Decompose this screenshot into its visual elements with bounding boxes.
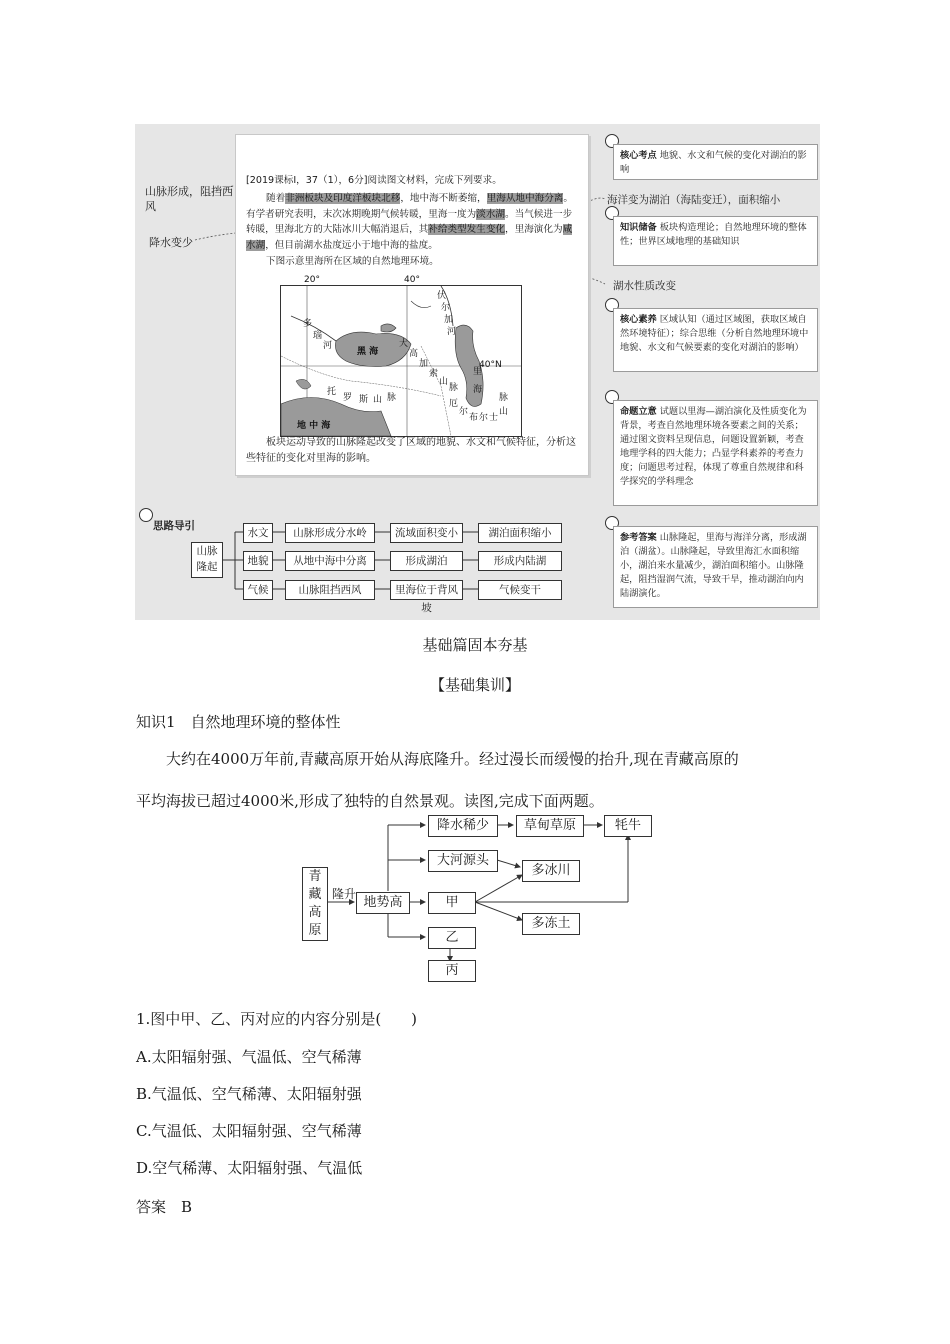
- diagram-edge-label-uplift: 隆升: [332, 887, 357, 901]
- diagram-node-glaciers: 多冰川: [522, 860, 580, 882]
- map-label-gao: 高: [409, 349, 419, 359]
- flow-row3-c3: 气候变干: [478, 580, 562, 600]
- map-label-shan3: 山: [499, 407, 509, 417]
- map-label-er: 尔: [441, 303, 451, 313]
- map-label-fu: 伏: [437, 291, 447, 301]
- diagram-node-meadow: 草甸草原: [516, 815, 584, 837]
- map-label-jia: 加: [419, 359, 429, 369]
- diagram-node-jia: 甲: [428, 892, 476, 914]
- map-label-si: 斯: [359, 395, 369, 405]
- map-label-suo: 索: [429, 369, 439, 379]
- side-box-core-point: [613, 144, 818, 180]
- card-highlight: 非洲板块及印度洋板块北移: [285, 192, 401, 204]
- side-box-intent: [613, 400, 818, 506]
- diagram-node-bing: 丙: [428, 960, 476, 982]
- right-note-sea-to-lake: 海洋变为湖泊（海陆变迁），面积缩小: [607, 194, 781, 206]
- side-box-knowledge: [613, 216, 818, 266]
- side-box-text: 区域认知（通过区域图，获取区域自然环境特征）；综合思维（分析自然地理环境中地貌、水文和气候要素的变化对湖泊的影响）: [620, 314, 809, 353]
- right-note-lake-property: 湖水性质改变: [613, 280, 676, 292]
- flow-row2-c3: 形成内陆湖: [478, 551, 562, 571]
- map-label-nao: 瑙: [313, 331, 323, 341]
- side-box-answer: [613, 526, 818, 608]
- card-highlight: 补给类型发生变化: [428, 224, 506, 236]
- flow-row2-c0: 地貌: [243, 551, 273, 571]
- left-note-mountain: 山脉形成，阻挡西风: [145, 185, 233, 213]
- map-label-tuo: 托: [327, 387, 337, 397]
- side-box-title: 核心素养: [620, 314, 657, 325]
- flow-row2-c1: 从地中海中分离: [285, 551, 375, 571]
- card-text-part: 。有学者研究表明，末次冰期晚期气候转暖，里海一度为: [246, 192, 573, 220]
- left-note-rainfall: 降水变少: [149, 236, 193, 249]
- map-label-er3: 尔: [479, 413, 489, 423]
- flow-root: 山脉隆起: [191, 542, 223, 578]
- map-label-da: 大: [399, 339, 409, 349]
- map-label-shan2: 山: [373, 395, 383, 405]
- side-box-title: 知识储备: [620, 222, 657, 233]
- map-label-e: 厄: [449, 399, 459, 409]
- map-label-li: 里: [473, 367, 483, 377]
- side-box-literacy: [613, 308, 818, 372]
- map-label-duo: 多: [303, 319, 313, 329]
- annotated-figure-panel: [135, 124, 820, 620]
- map-label-he2: 河: [447, 327, 457, 337]
- diagram-node-low-rain: 降水稀少: [428, 815, 498, 837]
- flow-row1-c3: 湖泊面积缩小: [478, 523, 562, 543]
- flow-row2-c2: 形成湖泊: [390, 551, 463, 571]
- map-label-black-sea: 黑 海: [357, 347, 379, 357]
- card-text-part: 下图示意里海所在区域的自然地理环境。: [266, 255, 439, 267]
- side-box-text: 试题以里海—湖泊演化及性质变化为背景，考查自然地理环境各要素之间的关系；通过图文资料呈现信息，问题设置新颖，考查地理学科的四大能力；凸显学科素养的考查力度；问题思考过程，体现了尊重自然规律和科学探究的学科理念: [620, 406, 807, 487]
- diagram-node-yak: 牦牛: [604, 815, 652, 837]
- option-c: C.气温低、太阳辐射强、空气稀薄: [136, 1122, 362, 1140]
- map-lon-20: 20°: [304, 275, 320, 285]
- lightbulb-icon: [139, 508, 153, 522]
- diagram-node-yi: 乙: [428, 927, 476, 949]
- map-lon-40: 40°: [404, 275, 420, 285]
- card-highlight: 里海从地中海分离: [486, 192, 564, 204]
- side-box-title: 命题立意: [620, 406, 657, 417]
- map-label-he: 河: [323, 341, 333, 351]
- question-card: [235, 134, 589, 476]
- side-box-text: 地貌、水文和气候的变化对湖泊的影响: [620, 150, 807, 175]
- option-a: A.太阳辐射强、气温低、空气稀薄: [136, 1048, 362, 1066]
- flow-row1-c2: 流域面积变小: [390, 523, 463, 543]
- map-label-lat40: 40°N: [479, 360, 502, 370]
- card-text-part: 。当气候进一步转暖，里海北方的大陆冰川大幅消退后，其: [246, 208, 573, 236]
- section-title: 基础篇固本夯基: [422, 636, 528, 654]
- side-box-title: 参考答案: [620, 532, 657, 543]
- side-box-title: 核心考点: [620, 150, 657, 161]
- card-highlight: 淡水湖: [476, 208, 506, 220]
- knowledge-heading: 知识1 自然地理环境的整体性: [136, 713, 341, 731]
- map-label-mai3: 脉: [499, 393, 509, 403]
- card-text-part: 随着: [266, 192, 286, 204]
- intro-line-2: 平均海拔已超过4000米,形成了独特的自然景观。读图,完成下面两题。: [136, 792, 604, 810]
- flow-row3-c1: 山脉阻挡西风: [285, 580, 375, 600]
- plateau-diagram: [300, 815, 640, 985]
- card-source: [2019课标Ⅰ，37（1），6分]阅读图文材料，完成下列要求。: [246, 175, 502, 186]
- flow-row1-c0: 水文: [243, 523, 273, 543]
- map-label-shi: 士: [489, 413, 499, 423]
- subsection-title: 【基础集训】: [429, 676, 520, 694]
- map-label-mai: 脉: [449, 383, 459, 393]
- card-question-caption: [246, 435, 576, 467]
- question-stem: 1.图中甲、乙、丙对应的内容分别是( ): [136, 1010, 418, 1028]
- flow-row3-c0: 气候: [243, 580, 273, 600]
- map-label-mai2: 脉: [387, 393, 397, 403]
- card-text-part: ，里海演化为: [505, 224, 563, 236]
- flow-title: 思路导引: [153, 520, 195, 532]
- intro-line-1: 大约在4000万年前,青藏高原开始从海底隆升。经过漫长而缓慢的抬升,现在青藏高原的: [166, 750, 739, 768]
- card-highlight: 咸水湖: [246, 224, 573, 252]
- diagram-node-plateau: 青藏高原: [302, 867, 328, 941]
- flow-row1-c1: 山脉形成分水岭: [285, 523, 375, 543]
- side-box-text: 板块构造理论；自然地理环境的整体性；世界区域地理的基础知识: [620, 222, 807, 247]
- option-b: B.气温低、空气稀薄、太阳辐射强: [136, 1085, 362, 1103]
- option-d: D.空气稀薄、太阳辐射强、气温低: [136, 1159, 363, 1177]
- map-label-shan: 山: [439, 377, 449, 387]
- diagram-node-permafrost: 多冻土: [522, 913, 580, 935]
- diagram-node-high-terrain: 地势高: [356, 892, 410, 914]
- diagram-node-river-source: 大河源头: [428, 850, 498, 872]
- card-text-part: ，但目前湖水盐度远小于地中海的盐度。: [265, 240, 438, 252]
- map-label-er2: 尔: [459, 407, 469, 417]
- side-box-text: 山脉隆起，里海与海洋分离，形成湖泊（湖盆）。山脉隆起，导致里海汇水面积缩小，湖泊来水量减少，湖泊面积缩小。山脉隆起，阻挡湿润气流，导致干旱，推动湖泊向内陆湖演化。: [620, 532, 807, 599]
- caspian-region-map: [280, 285, 522, 437]
- card-body: [246, 173, 580, 270]
- flow-row3-c2: 里海位于背风坡: [390, 580, 463, 600]
- card-caption-text: 板块运动导致的山脉隆起改变了区域的地貌、水文和气候特征，分析这些特征的变化对里海的影响。: [246, 437, 576, 464]
- card-text-part: ，地中海不断萎缩，: [400, 192, 487, 204]
- map-label-jia2: 加: [444, 315, 454, 325]
- map-label-luo: 罗: [343, 393, 353, 403]
- map-label-bu: 布: [469, 413, 479, 423]
- map-label-mediterranean: 地 中 海: [297, 421, 331, 431]
- answer-line: 答案 B: [136, 1198, 193, 1216]
- map-label-hai: 海: [473, 385, 483, 395]
